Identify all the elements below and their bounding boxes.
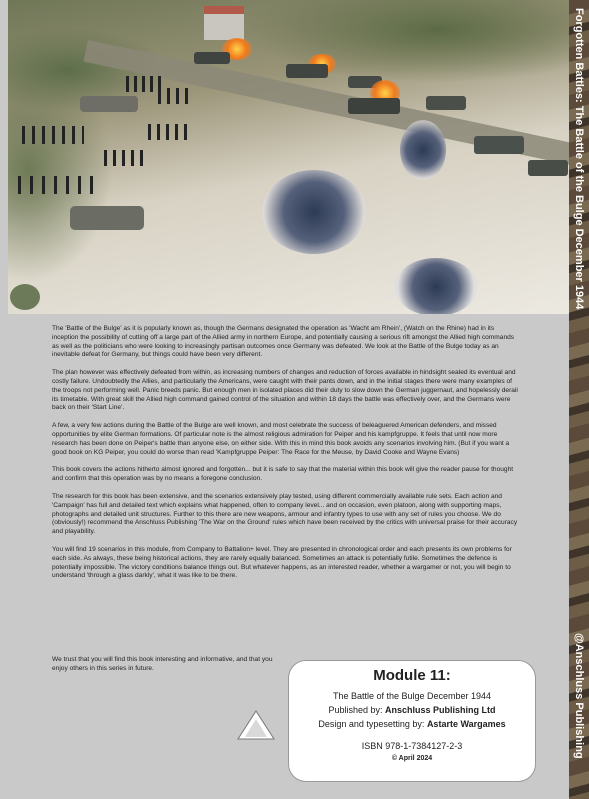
- module-subtitle: The Battle of the Bulge December 1944: [332, 691, 492, 701]
- module-title: Module 11:: [373, 667, 451, 684]
- tank: [348, 98, 400, 114]
- halftrack: [70, 206, 144, 230]
- bush: [10, 284, 40, 310]
- wargame-table-photo: [8, 0, 569, 314]
- smoke-marker: [400, 120, 446, 180]
- tank: [194, 52, 230, 64]
- blurb-paragraph: The 'Battle of the Bulge' as it is popularly known as, though the Germans designated the operation as 'Wacht am Rhein', (Watch on the Rhine) had in its inception the possibility of cutting off a large part of the Allied army in northern Europe, and potentially causing a serious rift amongst the Allied high commands as well as the politicians who were looking to increasingly partisan outcomes once Germany was defeated. We look at the Battle of the Bulge today as an inevitable defeat for Germany, but things could have been very different.: [52, 325, 515, 359]
- module-info-box: [288, 660, 536, 782]
- infantry-squad: [18, 176, 98, 194]
- smoke-marker: [262, 170, 366, 254]
- tank: [286, 64, 328, 78]
- blurb-paragraph: You will find 19 scenarios in this module, from Company to Battalion+ level. They are presented in chronological order and each presents its own problems for each side. As always, these being historical actions, they are rarely equally balanced. Sometimes an attack is potentially futile. Sometimes the defence is potentially impossible. The victory conditions balance things out. But whatever happens, as an interested reader, whether a wargamer or not, you will begin to understand 'through a glass darkly', what it was like to be there.: [52, 545, 512, 580]
- blurb-paragraph: This book covers the actions hitherto almost ignored and forgotten... but it is safe to say that the material within this book will give the reader pause for thought and confirm that this operation was by no means a foregone conclusion.: [52, 466, 514, 483]
- spine-handle: [569, 633, 589, 793]
- blurb-paragraph: The plan however was effectively defeated from within, as increasing numbers of changes and reduction of forces available in hindsight sealed its eventual and costly failure. Undoubtedly the Allies, and particularly the Americans, were caught with their pants down, and in the initial stages there were many examples of the troops not performing well. Panic breeds panic. But enough men in isolated places did their duty to slow down the German juggernaut, and hopelessly derail its timetable. With great skill the Allied high command gained control of the situation and within 18 days the battle was effectively over, and the Germans were back on their 'Start Line'.: [52, 369, 518, 412]
- infantry-squad: [148, 124, 192, 140]
- publisher-label: Published by:: [328, 705, 386, 715]
- spine-handle-text: @Anschluss Publishing: [573, 633, 585, 759]
- blurb-paragraph: A few, a very few actions during the Battle of the Bulge are well known, and most celebrate the success of beleaguered American defenders, and missed opportunities by elite German formations. Of particular note is the almost religious admiration for Peiper and his kampfgruppe. It feels that until now more research has been done on Peiper's battle than anyone else, on either side. With this in mind this book avoids any scenarios involving him. (But if you want a good book on KG Peiper, you could do worse than read 'Kampfgruppe Peiper: The Race for the Meuse, by David Cooke and Wayne Evans): [52, 422, 510, 456]
- spine-title-text: Forgotten Battles: The Battle of the Bulge December 1944: [573, 8, 585, 310]
- isbn: ISBN 978-1-7384127-2-3: [361, 741, 463, 751]
- spine-title: [569, 8, 589, 408]
- blurb: [52, 325, 522, 590]
- blurb-paragraph: The research for this book has been extensive, and the scenarios extensively play tested, using different commercially available rule sets. Each action and 'Campaign' has full and detailed text which explains what happened, often to company level... and on occasion, even platoon, along with supporting maps, photographs and detailed unit structures. Further to this there are new weapons, armour and infantry types to use with any set of rules you choose. We do (obviously!) recommend the Anschluss Publishing 'The War on the Ground' rules which have been received by the critics with universal praise for their accuracy and playability.: [52, 492, 518, 536]
- ruined-house: [204, 6, 244, 40]
- infantry-squad: [22, 126, 84, 144]
- tank: [474, 136, 524, 154]
- tank: [426, 96, 466, 110]
- publisher-name: Anschluss Publishing Ltd: [385, 705, 496, 715]
- designer-label: Design and typesetting by:: [318, 719, 427, 729]
- designer-name: Astarte Wargames: [426, 719, 506, 729]
- tank: [528, 160, 568, 176]
- triangle-logo-icon: [236, 709, 276, 745]
- publisher-line: [289, 705, 535, 715]
- halftrack: [80, 96, 138, 112]
- designer-line: [289, 719, 535, 729]
- copyright-date: © April 2024: [391, 755, 433, 762]
- publisher-logo: [236, 709, 276, 745]
- infantry-squad: [104, 150, 144, 166]
- smoke-marker: [394, 258, 478, 314]
- closing-text: We trust that you will find this book interesting and informative, and that you enjoy others in this series in future.: [52, 656, 273, 672]
- infantry-squad: [158, 88, 194, 104]
